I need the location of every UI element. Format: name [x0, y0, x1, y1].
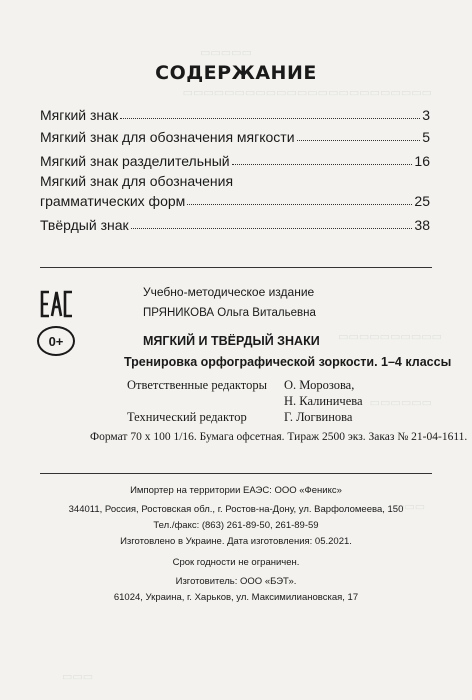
toc-entry [40, 189, 430, 209]
author-name: ПРЯНИКОВА Ольга Витальевна [143, 307, 316, 319]
toc-entry-page: 3 [422, 107, 430, 123]
importer-line: Импортер на территории ЕАЭС: ООО «Феникс» [130, 485, 342, 496]
responsible-editor: О. Морозова, [284, 378, 355, 392]
toc-entry-label: Мягкий знак разделительный [40, 153, 230, 169]
toc-entry-label: Мягкий знак [40, 107, 119, 123]
book-title: МЯГКИЙ И ТВЁРДЫЙ ЗНАКИ [143, 334, 320, 348]
technical-editor: Г. Логвинова [284, 410, 353, 424]
technical-editor-label: Технический редактор [127, 410, 247, 424]
bleed-through-text: ▭▭▭ [62, 671, 94, 683]
manufacturer-address: 61024, Украина, г. Харьков, ул. Максимилиановская, 17 [113, 592, 359, 603]
toc-entry-label: грамматических форм [40, 193, 186, 209]
toc-entry [40, 103, 430, 123]
shelf-life: Срок годности не ограничен. [172, 557, 300, 568]
responsible-editors-label: Ответственные редакторы [127, 378, 267, 392]
toc-entry-page: 38 [414, 217, 430, 233]
toc-leader-dots [131, 228, 413, 229]
bleed-through-text: ▭▭▭▭▭▭▭▭▭▭ [338, 331, 442, 343]
bleed-through-text: ▭▭▭▭▭ [200, 47, 252, 59]
manufacturer-line: Изготовитель: ООО «БЭТ». [175, 576, 297, 587]
toc-entry [40, 149, 430, 169]
toc-entry [40, 125, 430, 145]
toc-leader-dots [297, 140, 421, 141]
section-divider [40, 473, 432, 474]
book-subtitle: Тренировка орфографической зоркости. 1–4 классы [124, 355, 452, 369]
eac-mark-icon [40, 289, 74, 319]
print-format-line: Формат 70 х 100 1/16. Бумага офсетная. Тираж 2500 экз. Заказ № 21-04-1611. [90, 431, 468, 443]
bleed-through-text: ▭▭▭▭▭▭▭▭▭▭▭▭▭▭▭▭▭▭▭▭▭▭▭▭ [182, 87, 432, 99]
toc-leader-dots [187, 204, 412, 205]
bleed-through-text: ▭▭▭ [394, 501, 426, 513]
toc-entry-label: Мягкий знак для обозначения мягкости [40, 129, 295, 145]
bleed-through-text: ▭▭▭▭▭▭ [369, 397, 432, 409]
toc-entry-label: Твёрдый знак [40, 217, 129, 233]
section-divider [40, 267, 432, 268]
manufacture-date: Изготовлено в Украине. Дата изготовления: 05.2021. [120, 536, 352, 547]
toc-entry-page: 5 [422, 129, 430, 145]
toc-entry-page: 16 [414, 153, 430, 169]
page-title: СОДЕРЖАНИЕ [155, 62, 317, 84]
edition-type: Учебно-методическое издание [143, 285, 315, 299]
toc-entry-label-line1: Мягкий знак для обозначения [40, 173, 234, 189]
toc-entry [40, 213, 430, 233]
toc-leader-dots [232, 164, 413, 165]
importer-address: 344011, Россия, Ростовская обл., г. Ростов-на-Дону, ул. Варфоломеева, 150 [68, 504, 404, 515]
age-rating-badge: 0+ [37, 326, 75, 356]
toc-leader-dots [120, 118, 420, 119]
responsible-editor: Н. Калиничева [284, 394, 363, 408]
importer-phone: Тел./факс: (863) 261-89-50, 261-89-59 [153, 520, 319, 531]
toc-entry-page: 25 [414, 193, 430, 209]
